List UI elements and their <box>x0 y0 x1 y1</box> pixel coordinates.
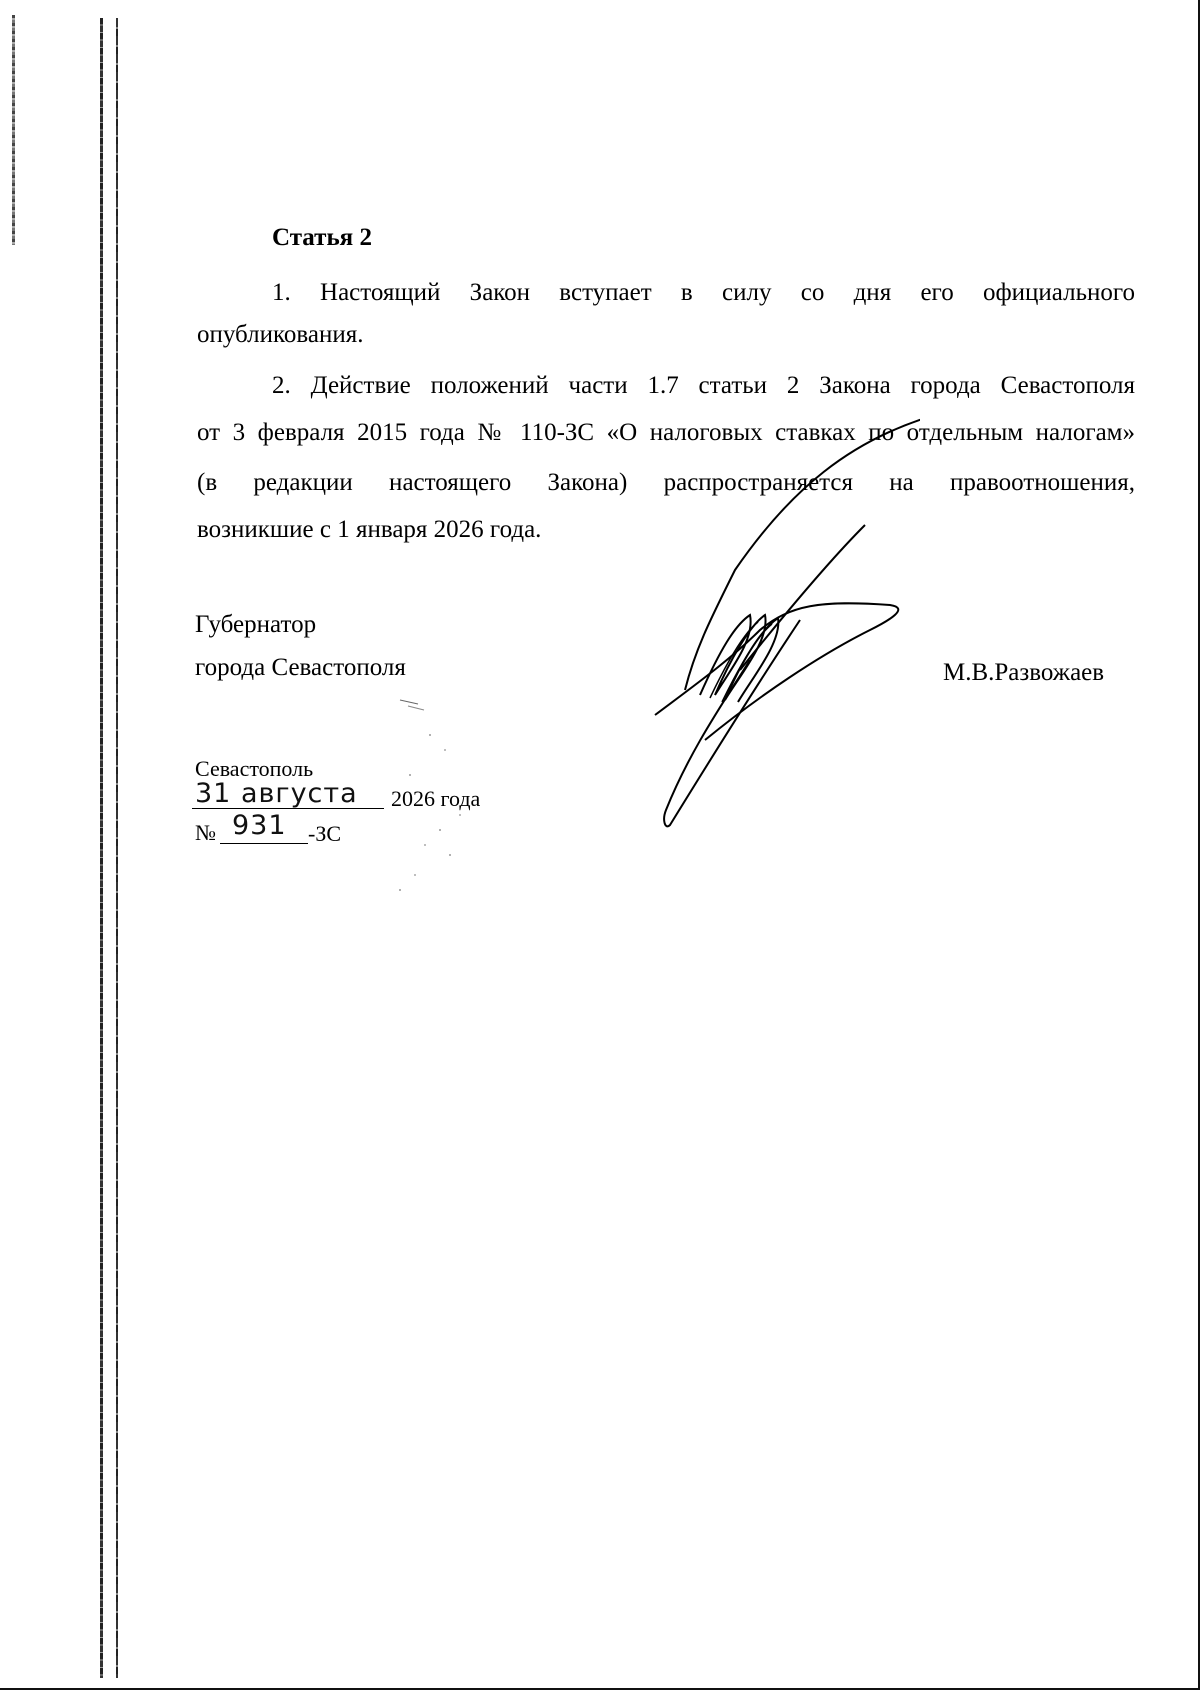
footer-year: 2026 года <box>391 786 481 811</box>
paragraph-2-line-4: возникшие с 1 января 2026 года. <box>197 516 542 543</box>
scan-margin-line <box>116 18 118 1678</box>
footer-date-handwritten: 31 августа <box>195 778 358 809</box>
scan-edge-artifact <box>12 15 15 245</box>
number-underline <box>220 843 308 844</box>
paragraph-2-line-1: 2. Действие положений части 1.7 статьи 2 Закона города Севастополя <box>272 372 1135 399</box>
signatory-title-line-2: города Севастополя <box>195 654 406 681</box>
paragraph-2-line-2: от 3 февраля 2015 года № 110-ЗС «О налоговых ставках по отдельным налогам» <box>197 419 1135 446</box>
footer-number-prefix: № <box>195 820 216 845</box>
signatory-title-line-1: Губернатор <box>195 611 317 638</box>
footer-number-suffix: -ЗС <box>308 821 342 846</box>
paragraph-1-line-2: опубликования. <box>197 321 364 348</box>
date-underline <box>192 808 384 809</box>
footer-city: Севастополь <box>195 756 314 781</box>
paragraph-1-line-1: 1. Настоящий Закон вступает в силу со дня его официального <box>272 279 1135 306</box>
signatory-name: М.В.Развожаев <box>943 659 1105 686</box>
paragraph-2-line-3: (в редакции настоящего Закона) распространяется на правоотношения, <box>197 469 1135 496</box>
footer-number-handwritten: 931 <box>232 810 287 841</box>
signature-image <box>640 410 920 840</box>
article-heading: Статья 2 <box>272 224 372 251</box>
scan-noise <box>380 680 500 900</box>
scan-margin-line <box>100 18 103 1678</box>
